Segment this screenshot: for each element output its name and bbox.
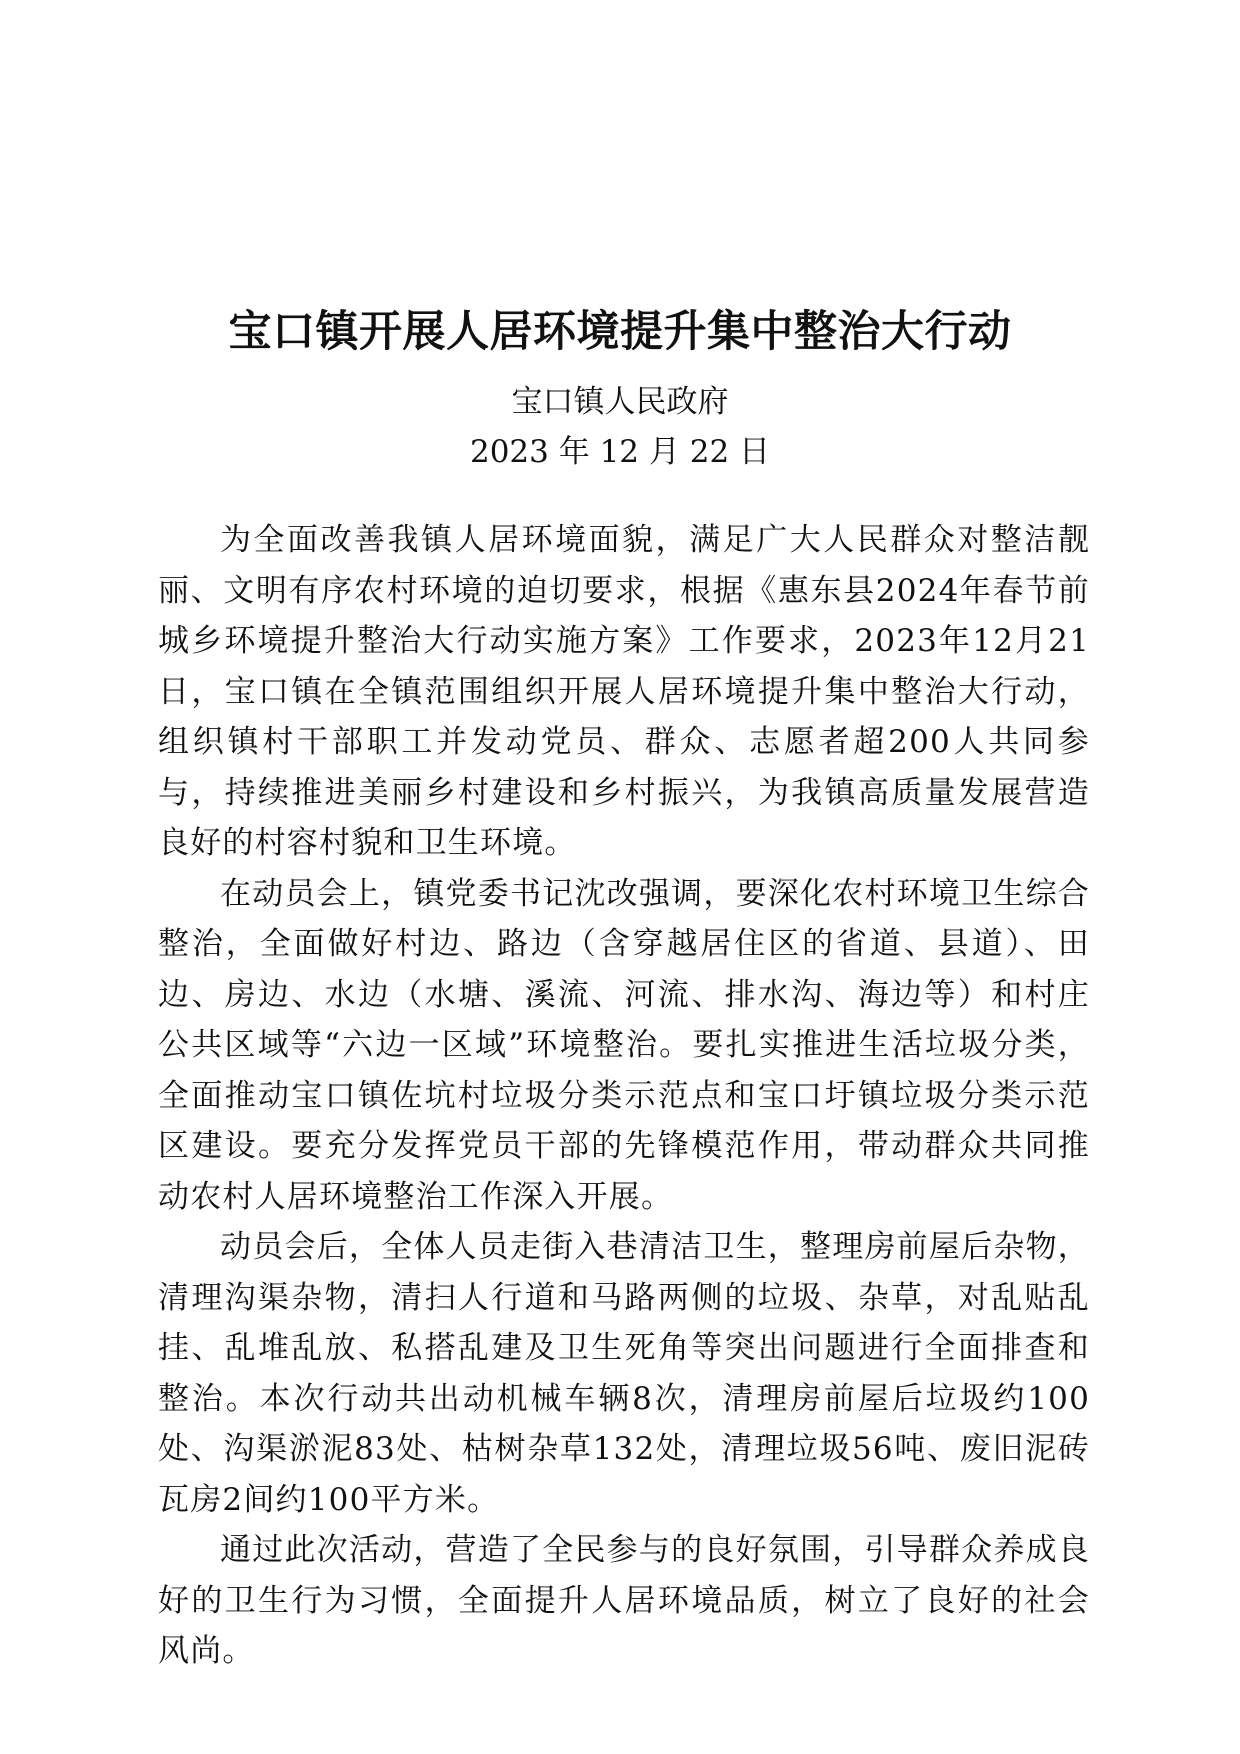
body-paragraph: 通过此次活动，营造了全民参与的良好氛围，引导群众养成良好的卫生行为习惯，全面提升人居环境品质，树立了良好的社会风尚。 <box>158 1532 1090 1669</box>
document-body <box>158 515 1090 1677</box>
body-paragraph: 动员会后，全体人员走街入巷清洁卫生，整理房前屋后杂物，清理沟渠杂物，清扫人行道和马路两侧的垃圾、杂草，对乱贴乱挂、乱堆乱放、私搭乱建及卫生死角等突出问题进行全面排查和整治。本次行动共出动机械车辆8次，清理房前屋后垃圾约100处、沟渠淤泥83处、枯树杂草132处，清理垃圾56吨、废旧泥砖瓦房2间约100平方米。 <box>158 1229 1090 1518</box>
document-title: 宝口镇开展人居环境提升集中整治大行动 <box>228 307 1012 357</box>
body-paragraph: 为全面改善我镇人居环境面貌，满足广大人民群众对整洁靓丽、文明有序农村环境的迫切要求，根据《惠东县2024年春节前城乡环境提升整治大行动实施方案》工作要求，2023年12月21日，宝口镇在全镇范围组织开展人居环境提升集中整治大行动，组织镇村干部职工并发动党员、群众、志愿者超200人共同参与，持续推进美丽乡村建设和乡村振兴，为我镇高质量发展营造良好的村容村貌和卫生环境。 <box>158 522 1090 861</box>
document-date: 2023 年 12 月 22 日 <box>469 434 771 470</box>
body-paragraph: 在动员会上，镇党委书记沈改强调，要深化农村环境卫生综合整治，全面做好村边、路边（含穿越居住区的省道、县道）、田边、房边、水边（水塘、溪流、河流、排水沟、海边等）和村庄公共区域等“六边一区域”环境整治。要扎实推进生活垃圾分类，全面推动宝口镇佐坑村垃圾分类示范点和宝口圩镇垃圾分类示范区建设。要充分发挥党员干部的先锋模范作用，带动群众共同推动农村人居环境整治工作深入开展。 <box>158 875 1090 1215</box>
document-author: 宝口镇人民政府 <box>511 384 729 420</box>
